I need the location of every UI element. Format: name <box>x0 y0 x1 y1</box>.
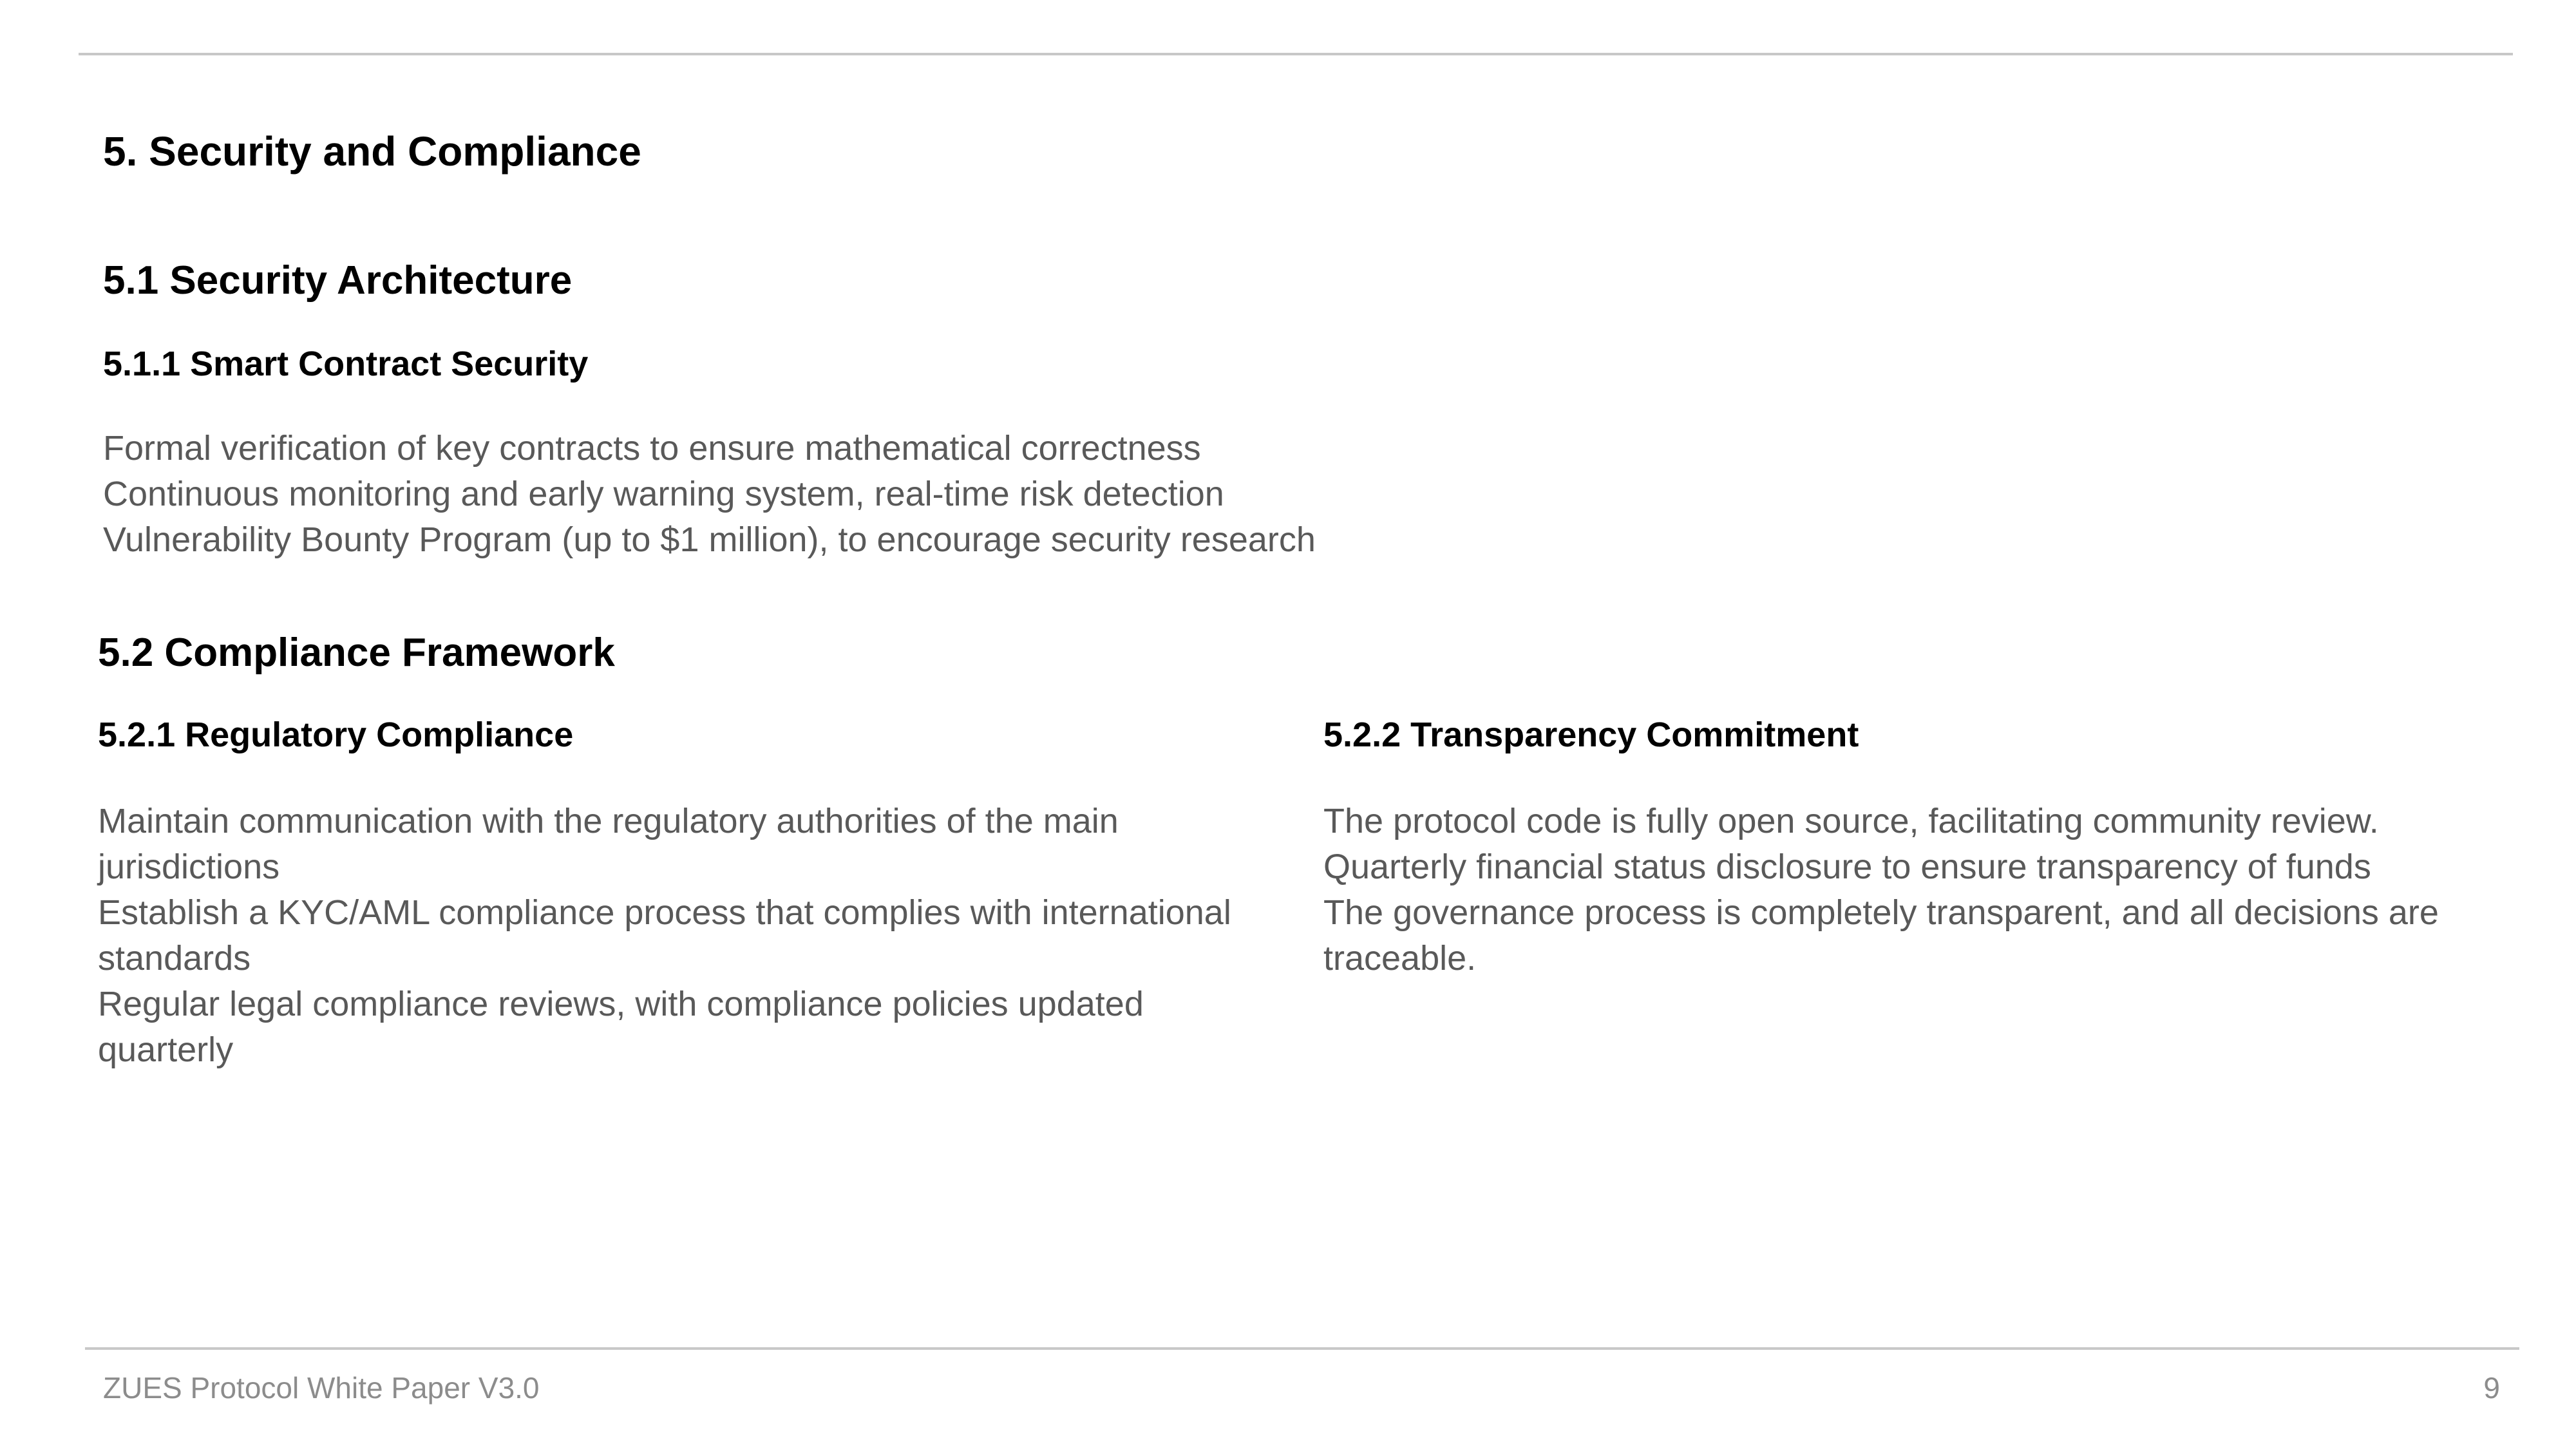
subsection-heading-regulatory-compliance: 5.2.1 Regulatory Compliance <box>98 715 574 754</box>
subsection-heading-transparency-commitment: 5.2.2 Transparency Commitment <box>1323 715 1859 754</box>
list-item: traceable. <box>1323 939 1477 978</box>
section-title: 5. Security and Compliance <box>103 128 641 175</box>
list-item: standards <box>98 939 251 978</box>
footer-divider <box>85 1347 2519 1350</box>
list-item: Vulnerability Bounty Program (up to $1 million), to encourage security research <box>103 520 1316 559</box>
page-number: 9 <box>2483 1371 2500 1405</box>
subsection-heading-compliance-framework: 5.2 Compliance Framework <box>98 630 615 675</box>
list-item: Continuous monitoring and early warning system, real-time risk detection <box>103 475 1224 513</box>
list-item: The protocol code is fully open source, facilitating community review. <box>1323 802 2379 840</box>
transparency-commitment-list <box>1323 799 2439 981</box>
subsection-heading-security-architecture: 5.1 Security Architecture <box>103 258 573 303</box>
footer-document-title: ZUES Protocol White Paper V3.0 <box>103 1371 540 1405</box>
list-item: Maintain communication with the regulatory authorities of the main <box>98 802 1119 840</box>
list-item: Quarterly financial status disclosure to ensure transparency of funds <box>1323 848 2371 886</box>
list-item: The governance process is completely transparent, and all decisions are <box>1323 893 2439 932</box>
list-item: Formal verification of key contracts to ensure mathematical correctness <box>103 429 1201 468</box>
list-item: Regular legal compliance reviews, with compliance policies updated <box>98 985 1144 1023</box>
header-divider <box>79 53 2513 55</box>
subsection-heading-smart-contract-security: 5.1.1 Smart Contract Security <box>103 345 589 383</box>
list-item: quarterly <box>98 1030 234 1069</box>
list-item: Establish a KYC/AML compliance process that complies with international <box>98 893 1231 932</box>
regulatory-compliance-list <box>98 799 1231 1073</box>
smart-contract-security-list <box>103 426 1316 563</box>
list-item: jurisdictions <box>98 848 280 886</box>
